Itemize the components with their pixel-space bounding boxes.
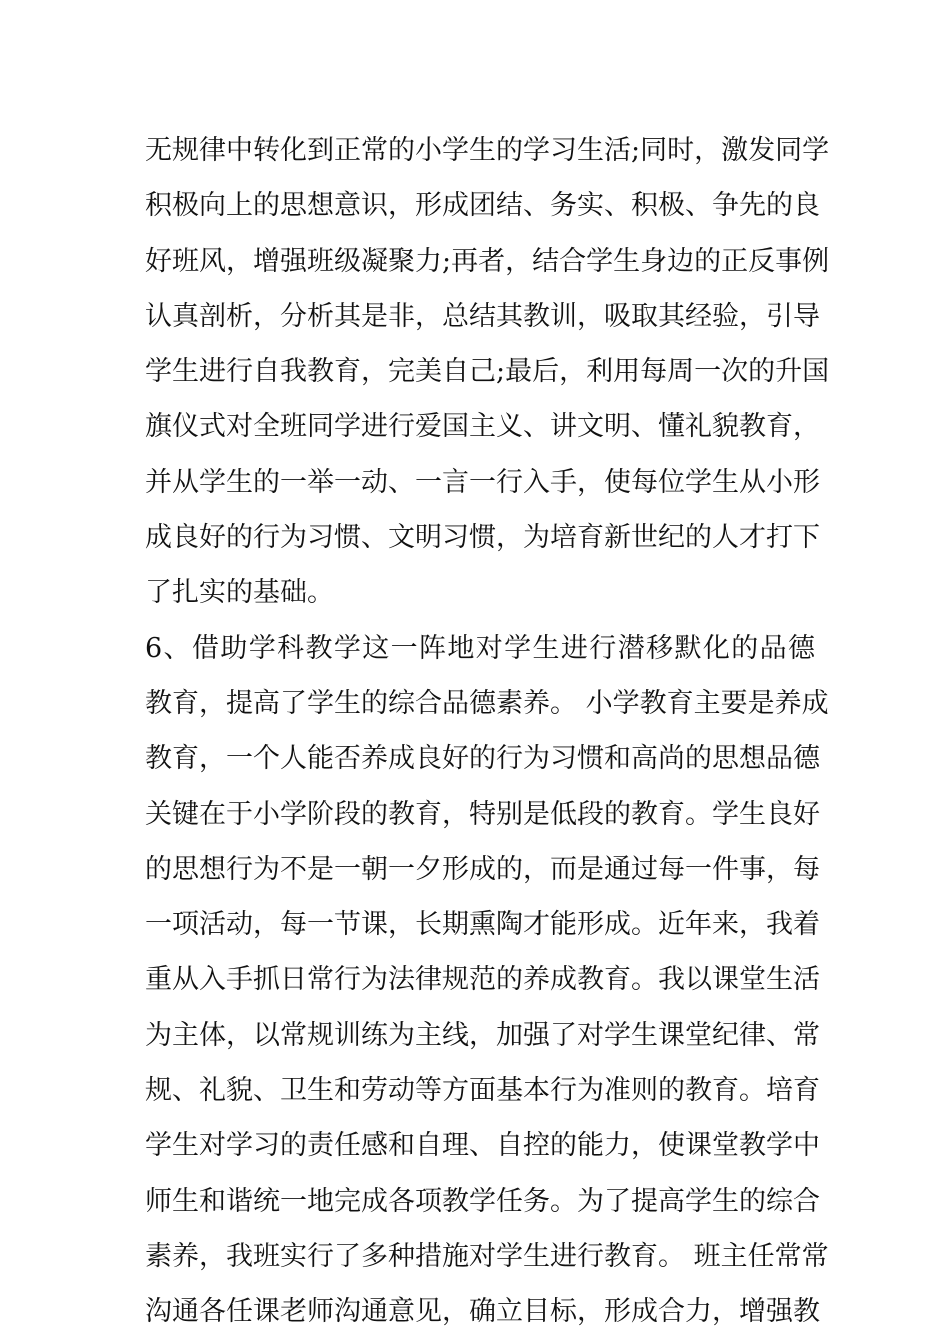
text-line-6: 旗仪式对全班同学进行爱国主义、讲文明、懂礼貌教育， (145, 411, 820, 443)
text-line-19: 学生对学习的责任感和自理、自控的能力，使课堂教学中 (145, 1130, 820, 1162)
text-line-12: 教育，一个人能否养成良好的行为习惯和高尚的思想品德 (145, 743, 820, 775)
text-line-2: 积极向上的思想意识，形成团结、务实、积极、争先的良 (145, 190, 820, 222)
text-line-10: 6、借助学科教学这一阵地对学生进行潜移默化的品德 (145, 632, 815, 664)
text-line-18: 规、礼貌、卫生和劳动等方面基本行为准则的教育。培育 (145, 1075, 820, 1107)
text-line-21: 素养，我班实行了多种措施对学生进行教育。 班主任常常 (145, 1240, 829, 1272)
text-line-14: 的思想行为不是一朝一夕形成的，而是通过每一件事，每 (145, 853, 820, 885)
text-line-9: 了扎实的基础。 (145, 577, 334, 609)
text-line-3: 好班风，增强班级凝聚力;再者，结合学生身边的正反事例 (145, 245, 830, 277)
text-line-1: 无规律中转化到正常的小学生的学习生活;同时，激发同学 (145, 135, 830, 166)
text-line-20: 师生和谐统一地完成各项教学任务。为了提高学生的综合 (145, 1185, 820, 1217)
text-line-22: 沟通各任课老师沟通意见，确立目标，形成合力，增强教 (145, 1296, 820, 1328)
text-line-11: 教育，提高了学生的综合品德素养。 小学教育主要是养成 (145, 687, 829, 719)
text-line-8: 成良好的行为习惯、文明习惯，为培育新世纪的人才打下 (145, 522, 820, 554)
text-line-17: 为主体，以常规训练为主线，加强了对学生课堂纪律、常 (145, 1019, 820, 1051)
body-text (145, 123, 830, 1340)
text-line-16: 重从入手抓日常行为法律规范的养成教育。我以课堂生活 (145, 964, 820, 996)
text-line-15: 一项活动，每一节课，长期熏陶才能形成。近年来，我着 (145, 909, 820, 941)
text-line-7: 并从学生的一举一动、一言一行入手，使每位学生从小形 (145, 466, 820, 498)
text-line-5: 学生进行自我教育，完美自己;最后，利用每周一次的升国 (145, 356, 830, 388)
text-line-4: 认真剖析，分析其是非，总结其教训，吸取其经验，引导 (145, 300, 820, 332)
text-line-13: 关键在于小学阶段的教育，特别是低段的教育。学生良好 (145, 798, 820, 830)
